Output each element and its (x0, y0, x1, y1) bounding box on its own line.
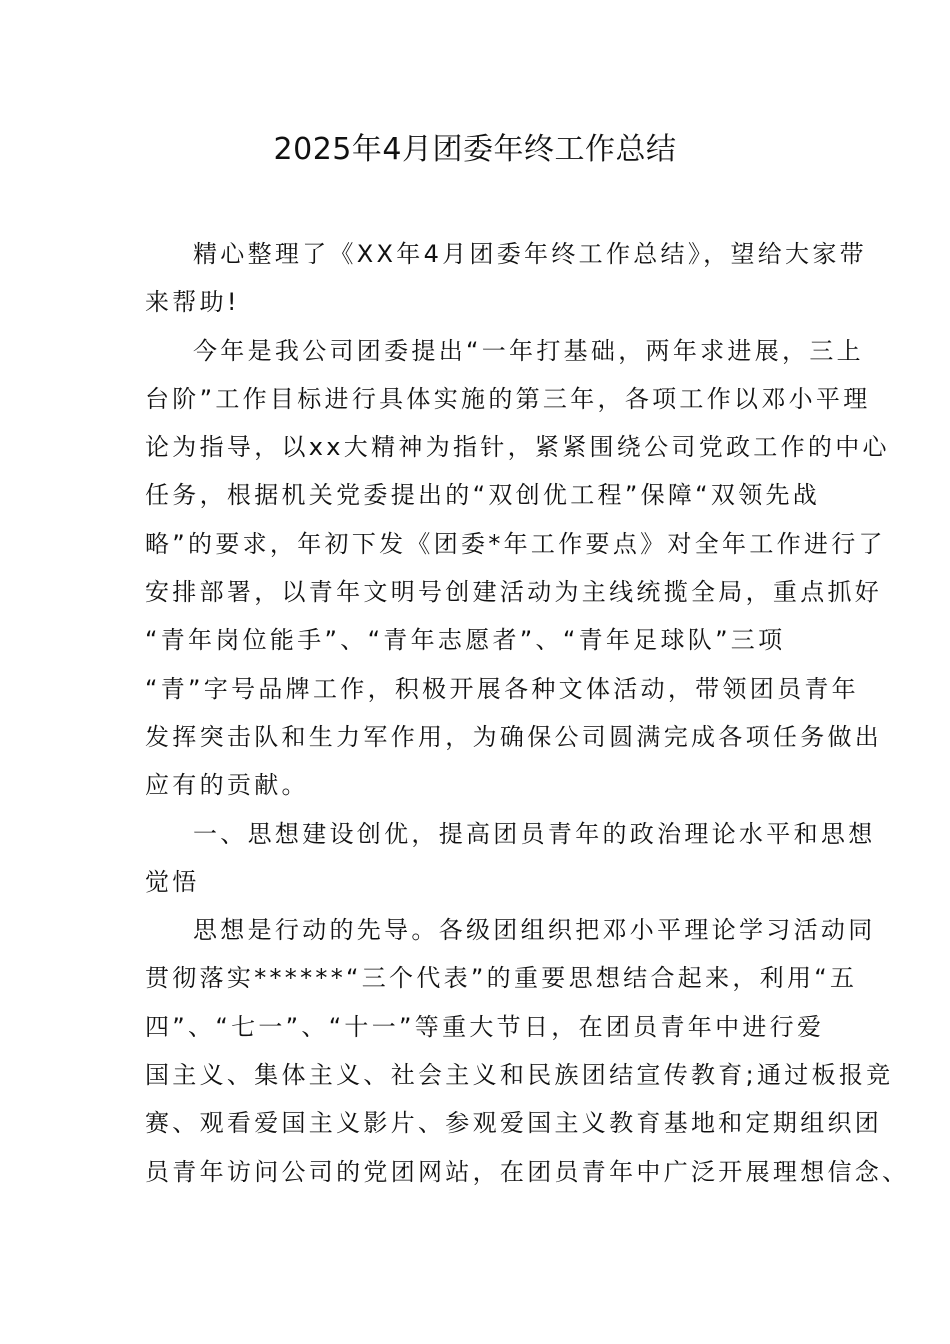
text-line: 赛、观看爱国主义影片、参观爱国主义教育基地和定期组织团 (145, 1109, 883, 1138)
text-line: 今年是我公司团委提出“一年打基础，两年求进展，三上 (193, 336, 864, 365)
document-title: 2025年4月团委年终工作总结 (273, 132, 677, 167)
text-line: 贯彻落实******“三个代表”的重要思想结合起来，利用“五 (145, 964, 858, 993)
text-line: 国主义、集体主义、社会主义和民族团结宣传教育;通过板报竞 (145, 1061, 894, 1090)
text-line: 一、思想建设创优，提高团员青年的政治理论水平和思想 (193, 819, 876, 848)
text-line: 来帮助! (145, 288, 240, 317)
paragraph-ideology (145, 906, 910, 1196)
text-line: 员青年访问公司的党团网站，在团员青年中广泛开展理想信念、 (145, 1157, 910, 1186)
text-line: 四”、“七一”、“十一”等重大节日，在团员青年中进行爱 (145, 1012, 825, 1041)
text-line: 发挥突击队和生力军作用，为确保公司圆满完成各项任务做出 (145, 722, 883, 751)
text-line: 思想是行动的先导。各级团组织把邓小平理论学习活动同 (193, 916, 876, 945)
text-line: 略”的要求，年初下发《团委*年工作要点》对全年工作进行了 (145, 529, 886, 558)
text-line: 应有的贡献。 (145, 771, 309, 800)
text-line: 精心整理了《XX年4月团委年终工作总结》，望给大家带 (193, 240, 867, 268)
document-body (145, 230, 910, 1196)
section-heading-1 (145, 810, 876, 907)
text-line: “青”字号品牌工作，积极开展各种文体活动，带领团员青年 (145, 674, 859, 703)
text-line: 觉悟 (145, 867, 200, 896)
text-line: 任务，根据机关党委提出的“双创优工程”保障“双领先战 (145, 481, 821, 510)
text-line: 台阶”工作目标进行具体实施的第三年，各项工作以邓小平理 (145, 384, 871, 413)
text-line: 论为指导，以xx大精神为指针，紧紧围绕公司党政工作的中心 (145, 433, 890, 462)
paragraph-overview (145, 327, 890, 810)
text-line: 安排部署，以青年文明号创建活动为主线统揽全局，重点抓好 (145, 578, 883, 607)
paragraph-intro (145, 230, 867, 327)
text-line: “青年岗位能手”、“青年志愿者”、“青年足球队”三项 (145, 626, 786, 655)
